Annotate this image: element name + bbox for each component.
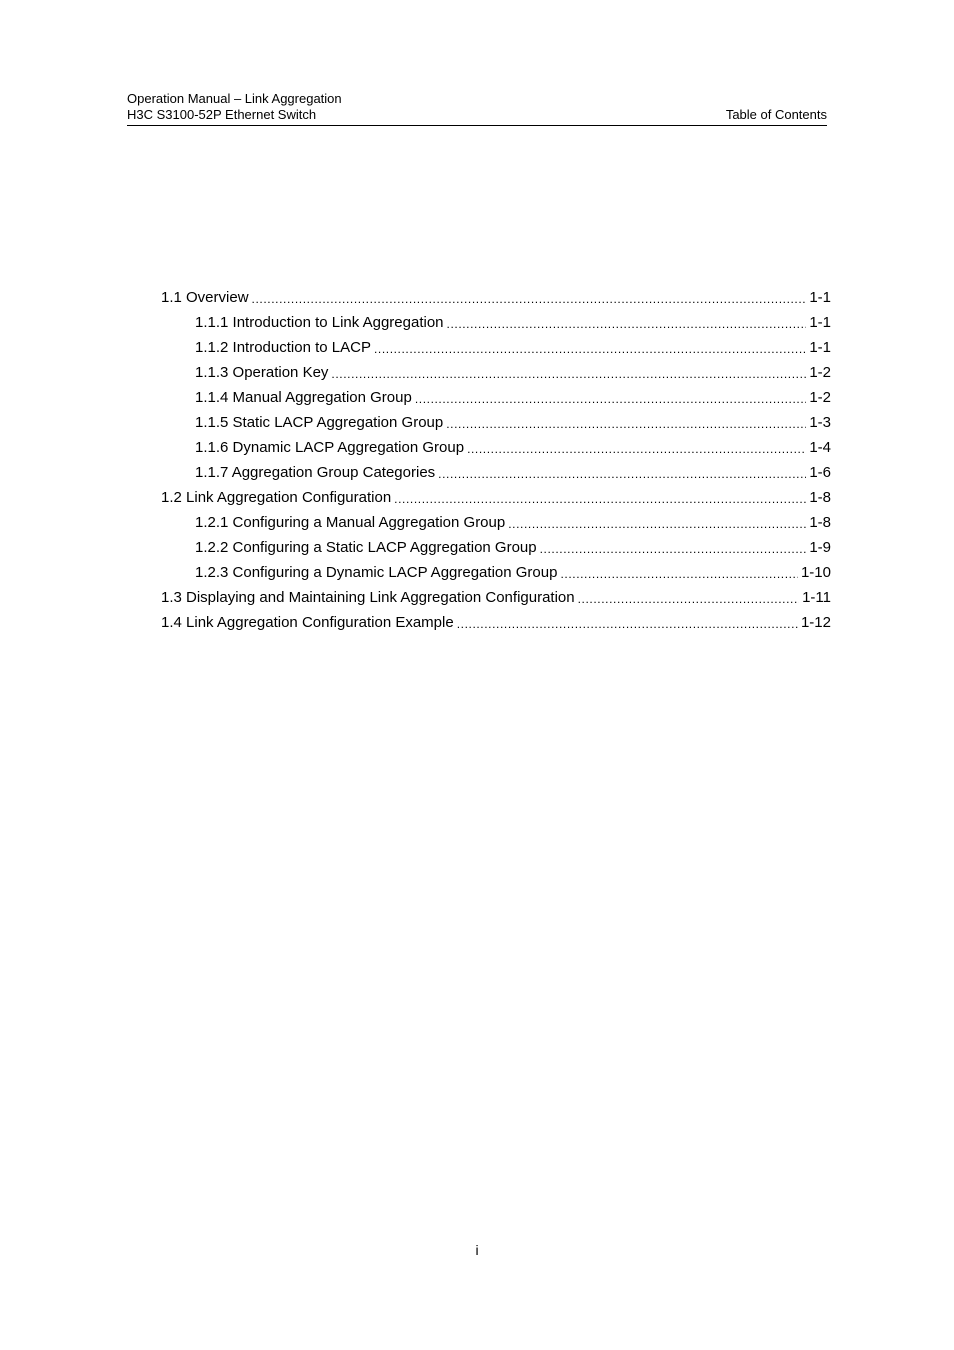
toc-leader-dots — [415, 387, 806, 412]
toc-entry[interactable] — [161, 460, 831, 485]
toc-entry[interactable] — [161, 560, 831, 585]
toc-entry-title: 1.1.3 Operation Key — [195, 364, 329, 381]
toc-entry-page: 1-2 — [809, 389, 831, 406]
toc-entry-page: 1-3 — [809, 414, 831, 431]
toc-entry[interactable] — [161, 510, 831, 535]
toc-leader-dots — [467, 437, 806, 462]
toc-entry-page: 1-10 — [800, 564, 831, 581]
header-manual-title: Operation Manual – Link Aggregation — [127, 91, 342, 106]
toc-leader-dots — [578, 587, 799, 612]
toc-leader-dots — [508, 512, 806, 537]
toc-entry[interactable] — [161, 435, 831, 460]
toc-entry[interactable] — [161, 485, 831, 510]
toc-leader-dots — [331, 362, 806, 387]
toc-entry-page: 1-8 — [809, 489, 831, 506]
toc-entry[interactable] — [161, 310, 831, 335]
toc-entry-title: 1.1 Overview — [161, 289, 249, 306]
toc-entry[interactable] — [161, 535, 831, 560]
toc-entry-page: 1-1 — [809, 289, 831, 306]
toc-entry[interactable] — [161, 285, 831, 310]
toc-entry[interactable] — [161, 385, 831, 410]
toc-leader-dots — [446, 412, 806, 437]
toc-entry-title: 1.2.3 Configuring a Dynamic LACP Aggregation Group — [195, 564, 558, 581]
toc-entry-page: 1-6 — [809, 464, 831, 481]
toc-entry-page: 1-4 — [809, 439, 831, 456]
toc-entry[interactable] — [161, 585, 831, 610]
toc-leader-dots — [457, 612, 798, 637]
toc-entry-title: 1.2 Link Aggregation Configuration — [161, 489, 392, 506]
toc-entry-page: 1-9 — [809, 539, 831, 556]
toc-entry[interactable] — [161, 335, 831, 360]
toc-entry-page: 1-2 — [809, 364, 831, 381]
toc-leader-dots — [560, 562, 798, 587]
toc-leader-dots — [447, 312, 807, 337]
toc-entry-page: 1-11 — [802, 589, 831, 606]
toc-leader-dots — [438, 462, 806, 487]
table-of-contents — [161, 285, 831, 635]
header-section-name: Table of Contents — [725, 107, 827, 122]
toc-leader-dots — [394, 487, 806, 512]
toc-entry-page: 1-12 — [800, 614, 831, 631]
toc-entry-page: 1-1 — [809, 339, 831, 356]
toc-entry-page: 1-8 — [809, 514, 831, 531]
toc-entry-title: 1.1.4 Manual Aggregation Group — [195, 389, 412, 406]
toc-entry[interactable] — [161, 610, 831, 635]
page-header — [127, 91, 827, 126]
header-product-name: H3C S3100-52P Ethernet Switch — [127, 107, 317, 122]
toc-entry-title: 1.3 Displaying and Maintaining Link Aggregation Configuration — [161, 589, 575, 606]
toc-entry-title: 1.1.2 Introduction to LACP — [195, 339, 371, 356]
toc-entry-title: 1.4 Link Aggregation Configuration Example — [161, 614, 454, 631]
toc-leader-dots — [374, 337, 806, 362]
toc-entry-page: 1-1 — [809, 314, 831, 331]
toc-entry[interactable] — [161, 360, 831, 385]
toc-entry-title: 1.1.5 Static LACP Aggregation Group — [195, 414, 444, 431]
toc-entry[interactable] — [161, 410, 831, 435]
toc-leader-dots — [540, 537, 807, 562]
toc-entry-title: 1.1.1 Introduction to Link Aggregation — [195, 314, 444, 331]
page-number: i — [475, 1242, 479, 1258]
toc-leader-dots — [252, 287, 807, 312]
toc-entry-title: 1.2.1 Configuring a Manual Aggregation Group — [195, 514, 506, 531]
toc-entry-title: 1.1.6 Dynamic LACP Aggregation Group — [195, 439, 465, 456]
toc-entry-title: 1.2.2 Configuring a Static LACP Aggregation Group — [195, 539, 537, 556]
toc-entry-title: 1.1.7 Aggregation Group Categories — [195, 464, 436, 481]
